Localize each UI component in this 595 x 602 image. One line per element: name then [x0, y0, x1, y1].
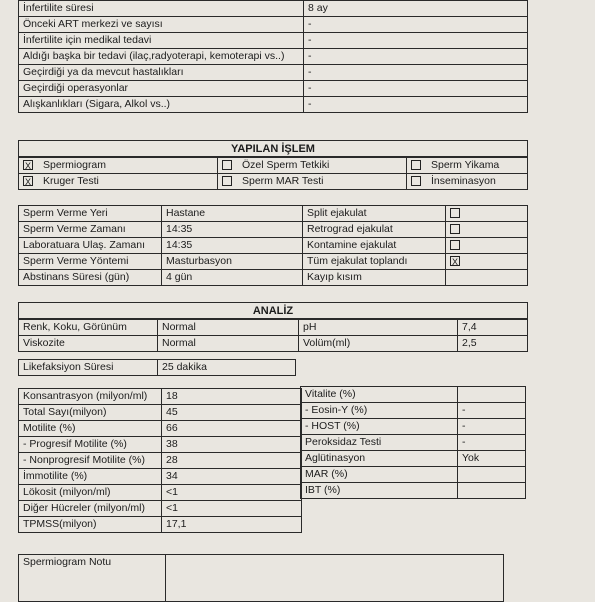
table-row: Lökosit (milyon/ml) <1	[19, 485, 302, 501]
table-row	[19, 81, 528, 97]
history-label: İnfertilite süresi	[19, 1, 304, 17]
checkbox[interactable]	[450, 240, 460, 250]
checkbox[interactable]: X	[24, 177, 31, 188]
table-row: - HOST (%) -	[301, 419, 526, 435]
checkbox[interactable]: X	[451, 257, 458, 268]
note-table	[18, 554, 504, 602]
checkbox[interactable]: X	[24, 161, 31, 172]
history-value: -	[304, 97, 528, 113]
table-row: Vitalite (%)	[301, 387, 526, 403]
procedure-option[interactable]: X Spermiogram	[19, 158, 218, 174]
table-row	[19, 17, 528, 33]
procedure-option[interactable]: Sperm Yikama	[407, 158, 528, 174]
table-row	[19, 1, 528, 17]
table-row: Sperm Verme Zamanı 14:35 Retrograd ejakulat	[19, 222, 528, 238]
counts-table	[18, 388, 302, 533]
table-row: - Eosin-Y (%) -	[301, 403, 526, 419]
procedure-option[interactable]: Özel Sperm Tetkiki	[218, 158, 407, 174]
table-row: MAR (%)	[301, 467, 526, 483]
checkbox[interactable]	[222, 160, 232, 170]
history-value: -	[304, 17, 528, 33]
table-row	[19, 33, 528, 49]
note-label: Spermiogram Notu	[19, 555, 166, 602]
history-label: İnfertilite için medikal tedavi	[19, 33, 304, 49]
history-label: Önceki ART merkezi ve sayısı	[19, 17, 304, 33]
table-row	[19, 49, 528, 65]
procedure-option[interactable]: Sperm MAR Testi	[218, 174, 407, 190]
history-label: Geçirdiği ya da mevcut hastalıkları	[19, 65, 304, 81]
table-row: IBT (%)	[301, 483, 526, 499]
table-row: TPMSS(milyon) 17,1	[19, 517, 302, 533]
checkbox[interactable]	[411, 160, 421, 170]
table-row: Total Sayı(milyon) 45	[19, 405, 302, 421]
procedure-option[interactable]: İnseminasyon	[407, 174, 528, 190]
table-row: - Progresif Motilite (%) 38	[19, 437, 302, 453]
table-row: Renk, Koku, Görünüm Normal pH 7,4	[19, 320, 528, 336]
table-row: Motilite (%) 66	[19, 421, 302, 437]
table-row: Peroksidaz Testi -	[301, 435, 526, 451]
vitality-table	[300, 386, 526, 499]
procedure-option[interactable]: X Kruger Testi	[19, 174, 218, 190]
checkbox[interactable]	[450, 208, 460, 218]
analysis-table	[18, 319, 528, 352]
history-value: -	[304, 81, 528, 97]
checkbox[interactable]	[222, 176, 232, 186]
note-value[interactable]	[166, 555, 504, 602]
history-value: -	[304, 49, 528, 65]
table-row: Abstinans Süresi (gün) 4 gün Kayıp kısım	[19, 270, 528, 286]
procedure-table	[18, 157, 528, 190]
table-row: Diğer Hücreler (milyon/ml) <1	[19, 501, 302, 517]
table-row	[19, 555, 504, 602]
checkbox[interactable]	[411, 176, 421, 186]
analysis-title: ANALİZ	[18, 302, 528, 319]
procedure-title: YAPILAN İŞLEM	[18, 140, 528, 157]
history-label: Aldığı başka bir tedavi (ilaç,radyoterapi, kemoterapi vs..)	[19, 49, 304, 65]
table-row: Viskozite Normal Volüm(ml) 2,5	[19, 336, 528, 352]
liquefaction-table	[18, 359, 296, 376]
history-value: 8 ay	[304, 1, 528, 17]
table-row: Sperm Verme Yeri Hastane Split ejakulat	[19, 206, 528, 222]
table-row: Likefaksiyon Süresi 25 dakika	[19, 360, 296, 376]
table-row	[19, 65, 528, 81]
history-label: Alışkanlıkları (Sigara, Alkol vs..)	[19, 97, 304, 113]
checkbox[interactable]	[450, 224, 460, 234]
table-row: Aglütinasyon Yok	[301, 451, 526, 467]
history-label: Geçirdiği operasyonlar	[19, 81, 304, 97]
sample-table	[18, 205, 528, 286]
table-row: - Nonprogresif Motilite (%) 28	[19, 453, 302, 469]
table-row: Laboratuara Ulaş. Zamanı 14:35 Kontamine ejakulat	[19, 238, 528, 254]
table-row: Konsantrasyon (milyon/ml) 18	[19, 389, 302, 405]
table-row: Sperm Verme Yöntemi Masturbasyon Tüm ejakulat toplandı X	[19, 254, 528, 270]
table-row: İmmotilite (%) 34	[19, 469, 302, 485]
table-row	[19, 97, 528, 113]
history-value: -	[304, 65, 528, 81]
history-value: -	[304, 33, 528, 49]
history-table	[18, 0, 528, 113]
